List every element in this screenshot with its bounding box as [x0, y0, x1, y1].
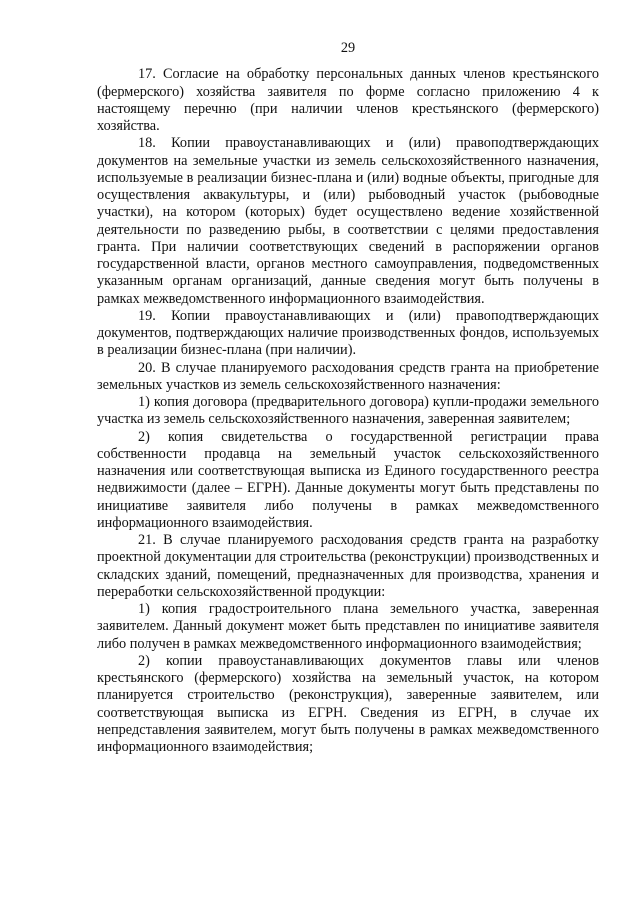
- document-page: [97, 40, 599, 756]
- paragraph-17-consent: 17. Согласие на обработку персональных данных членов крестьянского (фермерского) хозяйства заявителя по форме согласно приложению 4 к настоящему перечню (при наличии членов крестьянского (фермерского) хозяйства.: [97, 66, 599, 134]
- page-number: 29: [340, 40, 356, 56]
- paragraph-18-land-documents: 18. Копии правоустанавливающих и (или) правоподтверждающих документов на земельные участки из земель сельскохозяйственного назначения, используемые в реализации бизнес-плана и (или) водные объекты, пригодные для осуществления аквакультуры, и (или) рыбоводный участок (рыбоводные участки), на котором (которых) будет осуществлено ведение хозяйственной деятельности по разведению рыбы, в соответствии с целями предоставления гранта. При наличии соответствующих сведений в распоряжении органов государственной власти, органов местного самоуправления, подведомственных указанным органам организаций, данные сведения могут быть получены в рамках межведомственного информационного взаимодействия.: [97, 135, 599, 307]
- paragraph-21-item-2: 2) копии правоустанавливающих документов главы или членов крестьянского (фермерского) хозяйства на земельный участок, на котором планируется строительство (реконструкция), заверенные заявителем, или соответствующая выписка из ЕГРН. Сведения из ЕГРН, в случае их непредставления заявителем, могут быть получены в рамках межведомственного информационного взаимодействия;: [97, 652, 599, 755]
- paragraph-20-item-2: 2) копия свидетельства о государственной регистрации права собственности продавца на земельный участок сельскохозяйственного назначения или соответствующая выписка из Единого государственного реестра недвижимости (далее – ЕГРН). Данные документы могут быть представлены по инициативе заявителя либо получены в рамках межведомственного информационного взаимодействия.: [97, 428, 599, 531]
- paragraph-19-production-funds: 19. Копии правоустанавливающих и (или) правоподтверждающих документов, подтверждающих наличие производственных фондов, используемых в реализации бизнес-плана (при наличии).: [97, 307, 599, 359]
- paragraph-20-item-1: 1) копия договора (предварительного договора) купли-продажи земельного участка из земель сельскохозяйственного назначения, заверенная заявителем;: [97, 394, 599, 428]
- paragraph-20-land-purchase: 20. В случае планируемого расходования средств гранта на приобретение земельных участков из земель сельскохозяйственного назначения:: [97, 359, 599, 393]
- paragraph-21-project-documentation: 21. В случае планируемого расходования средств гранта на разработку проектной документации для строительства (реконструкции) производственных и складских зданий, помещений, предназначенных для производства, хранения и переработки сельскохозяйственной продукции:: [97, 532, 599, 600]
- paragraph-21-item-1: 1) копия градостроительного плана земельного участка, заверенная заявителем. Данный документ может быть представлен по инициативе заявителя либо получен в рамках межведомственного информационного взаимодействия;: [97, 601, 599, 652]
